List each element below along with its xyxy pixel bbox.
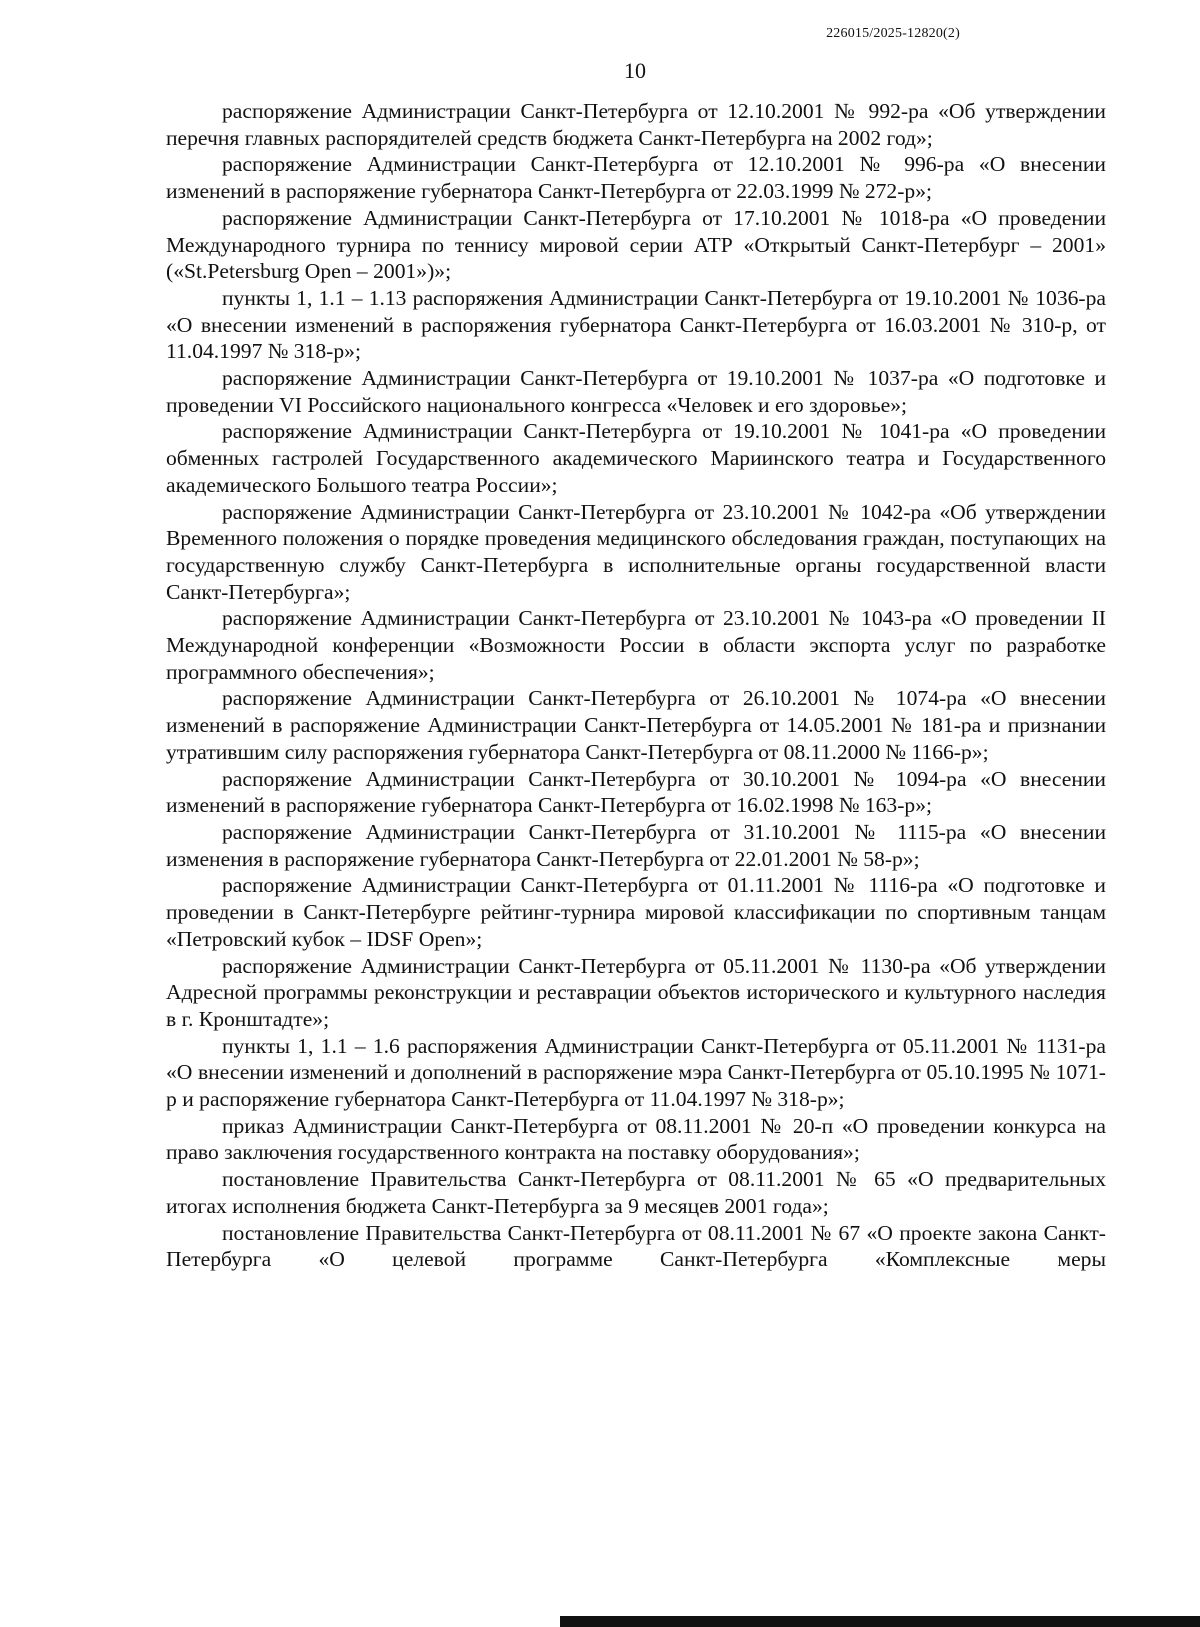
paragraph-1036-ra: пункты 1, 1.1 – 1.13 распоряжения Администрации Санкт-Петербурга от 19.10.2001 № 1036-ра «О внесении изменений в распоряжения губернатора Санкт-Петербурга от 16.03.2001 № 310-р, от 11.04.1997 № 318-р»; <box>166 285 1106 364</box>
scan-edge-band <box>560 1616 1200 1627</box>
paragraph-1041-ra: распоряжение Администрации Санкт-Петербурга от 19.10.2001 № 1041-ра «О проведении обменных гастролей Государственного академического Мариинского театра и Государственного академического Большого театра России»; <box>166 419 1106 497</box>
paragraph-67: постановление Правительства Санкт-Петербурга от 08.11.2001 № 67 «О проекте закона Санкт-Петербурга «О целевой программе Санкт-Петербурга «Комплексные меры <box>166 1220 1106 1272</box>
paragraph-1042-ra: распоряжение Администрации Санкт-Петербурга от 23.10.2001 № 1042-ра «Об утверждении Временного положения о порядке проведения медицинского обследования граждан, поступающих на государственную службу Санкт-Петербурга в исполнительные органы государственной власти Санкт-Петербурга»; <box>166 499 1106 604</box>
paragraph-1094-ra: распоряжение Администрации Санкт-Петербурга от 30.10.2001 № 1094-ра «О внесении изменений в распоряжение губернатора Санкт-Петербурга от 16.02.1998 № 163-р»; <box>166 766 1106 818</box>
paragraph-65: постановление Правительства Санкт-Петербурга от 08.11.2001 № 65 «О предварительных итогах исполнения бюджета Санкт-Петербурга за 9 месяцев 2001 года»; <box>166 1167 1106 1218</box>
paragraph-1037-ra: распоряжение Администрации Санкт-Петербурга от 19.10.2001 № 1037-ра «О подготовке и проведении VI Российского национального конгресса «Человек и его здоровье»; <box>166 366 1106 417</box>
paragraph-1043-ra: распоряжение Администрации Санкт-Петербурга от 23.10.2001 № 1043-ра «О проведении II Международной конференции «Возможности России в области экспорта услуг по разработке программного обеспечения»; <box>166 606 1106 684</box>
paragraph-1018-ra: распоряжение Администрации Санкт-Петербурга от 17.10.2001 № 1018-ра «О проведении Международного турнира по теннису мировой серии АТР «Открытый Санкт-Петербург – 2001» («St.Petersburg Open – 2001»)»; <box>166 205 1106 284</box>
paragraph-20-p: приказ Администрации Санкт-Петербурга от 08.11.2001 № 20-п «О проведении конкурса на право заключения государственного контракта на поставку оборудования»; <box>166 1113 1106 1165</box>
paragraph-1115-ra: распоряжение Администрации Санкт-Петербурга от 31.10.2001 № 1115-ра «О внесении изменения в распоряжение губернатора Санкт-Петербурга от 22.01.2001 № 58-р»; <box>166 819 1106 871</box>
paragraph-1116-ra: распоряжение Администрации Санкт-Петербурга от 01.11.2001 № 1116-ра «О подготовке и проведении в Санкт-Петербурге рейтинг-турнира мировой классификации по спортивным танцам «Петровский кубок – IDSF Open»; <box>166 873 1106 951</box>
paragraph-1074-ra: распоряжение Администрации Санкт-Петербурга от 26.10.2001 № 1074-ра «О внесении изменений в распоряжение Администрации Санкт-Петербурга от 14.05.2001 № 181-ра и признании утратившим силу распоряжения губернатора Санкт-Петербурга от 08.11.2000 № 1166-р»; <box>166 686 1106 764</box>
page-number: 10 <box>624 58 646 83</box>
paragraph-1130-ra: распоряжение Администрации Санкт-Петербурга от 05.11.2001 № 1130-ра «Об утверждении Адресной программы реконструкции и реставрации объектов исторического и культурного наследия в г. Кронштадте»; <box>166 953 1106 1031</box>
paragraph-1131-ra: пункты 1, 1.1 – 1.6 распоряжения Администрации Санкт-Петербурга от 05.11.2001 № 1131-ра «О внесении изменений и дополнений в распоряжение мэра Санкт-Петербурга от 05.10.1995 № 1071-р и распоряжение губернатора Санкт-Петербурга от 11.04.1997 № 318-р»; <box>166 1033 1106 1112</box>
document-body <box>166 98 1106 1273</box>
document-id: 226015/2025-12820(2) <box>826 26 960 41</box>
paragraph-996-ra: распоряжение Администрации Санкт-Петербурга от 12.10.2001 № 996-ра «О внесении изменений в распоряжение губернатора Санкт-Петербурга от 22.03.1999 № 272-р»; <box>166 152 1106 204</box>
paragraph-992-ra: распоряжение Администрации Санкт-Петербурга от 12.10.2001 № 992-ра «Об утверждении перечня главных распорядителей средств бюджета Санкт-Петербурга на 2002 год»; <box>166 99 1106 150</box>
